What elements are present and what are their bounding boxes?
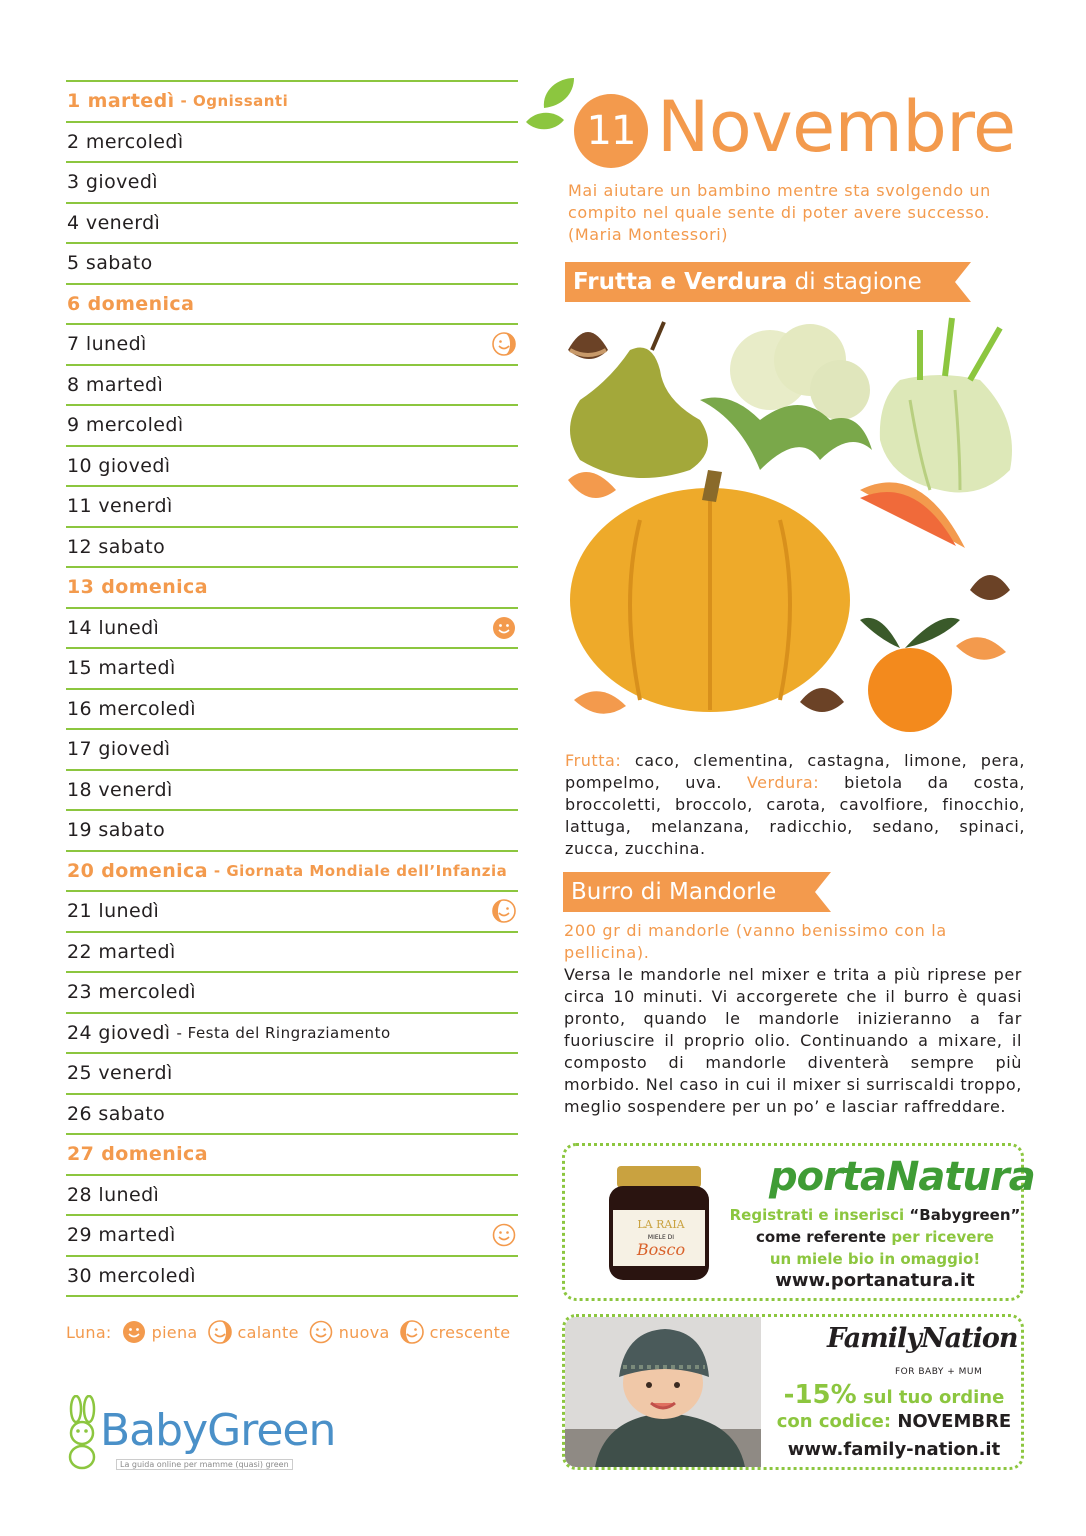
new-moon-icon xyxy=(492,1223,516,1247)
calendar-day-label: 1 martedì xyxy=(67,90,175,113)
brand-tagline: La guida online per mamme (quasi) green xyxy=(116,1459,293,1470)
seasonal-banner-rest: di stagione xyxy=(787,269,922,295)
calendar-day-row xyxy=(66,485,518,526)
recipe-title: Burro di Mandorle xyxy=(571,879,777,905)
baby-photo xyxy=(565,1317,761,1467)
calendar-day-label: 11 venerdì xyxy=(67,495,173,518)
clementine-slice-right-icon xyxy=(956,637,1006,659)
calendar-day-row xyxy=(66,566,518,607)
leaves-icon xyxy=(522,72,582,142)
calendar-day-label: 29 martedì xyxy=(67,1224,176,1247)
chestnut-bottom-icon xyxy=(800,688,844,712)
porta-line2a: come referente xyxy=(756,1228,887,1246)
calendar-day-row xyxy=(66,850,518,891)
moon-legend xyxy=(66,1320,526,1344)
calendar-day-row xyxy=(66,80,518,121)
calendar-day-label: 20 domenica xyxy=(67,859,208,882)
calendar-day-row xyxy=(66,688,518,729)
legend-item-nuova xyxy=(309,1320,390,1344)
porta-line1a: Registrati e inserisci xyxy=(729,1206,910,1224)
calendar-day-label: 16 mercoledì xyxy=(67,697,196,720)
portanatura-logo: portaNatura xyxy=(769,1154,1035,1200)
jar-brand: LA RAIA xyxy=(637,1218,685,1231)
calendar-day-label: 2 mercoledì xyxy=(67,130,184,153)
calendar-day-row xyxy=(66,931,518,972)
legend-item-calante xyxy=(208,1320,299,1344)
calendar-day-row xyxy=(66,404,518,445)
calendar-day-row xyxy=(66,890,518,931)
calendar-day-row xyxy=(66,364,518,405)
discount-line2a: con codice: xyxy=(776,1411,898,1432)
calendar-day-row xyxy=(66,971,518,1012)
calendar-day-label: 5 sabato xyxy=(67,252,153,275)
fruit-label: Frutta: xyxy=(565,751,622,770)
calendar-day-label: 18 venerdì xyxy=(67,778,173,801)
calendar-day-note: - Ognissanti xyxy=(180,92,289,111)
calendar-day-row xyxy=(66,607,518,648)
legend-label-nuova: nuova xyxy=(338,1322,390,1342)
clementine-slice-icon xyxy=(568,472,616,498)
calendar-day-label: 3 giovedì xyxy=(67,171,158,194)
calendar-day-row xyxy=(66,1052,518,1093)
calendar-day-label: 4 venerdì xyxy=(67,211,161,234)
discount-value: -15% xyxy=(783,1380,857,1410)
new-moon-icon xyxy=(309,1320,333,1344)
familynation-logo: FamilyNation xyxy=(827,1323,1018,1354)
calendar-day-label: 6 domenica xyxy=(67,292,195,315)
calendar-day-row xyxy=(66,323,518,364)
grapefruit-icon xyxy=(860,482,965,548)
calendar-day-row xyxy=(66,1255,518,1296)
porta-line2b: per ricevere xyxy=(886,1228,994,1246)
full-moon-icon xyxy=(492,616,516,640)
veg-label: Verdura: xyxy=(722,773,820,792)
legend-item-piena xyxy=(122,1320,198,1344)
familynation-url[interactable]: www.family-nation.it xyxy=(787,1439,1001,1460)
calendar-bottom-rule xyxy=(66,1295,518,1297)
calendar-day-note: - Giornata Mondiale dell’Infanzia xyxy=(213,861,508,880)
calendar-day-label: 26 sabato xyxy=(67,1102,166,1125)
brand-name: BabyGreen xyxy=(100,1405,336,1456)
legend-label-calante: calante xyxy=(237,1322,299,1342)
familynation-promo[interactable] xyxy=(562,1314,1024,1470)
familynation-offer-text xyxy=(763,1380,1024,1434)
calendar-day-row xyxy=(66,769,518,810)
portanatura-promo[interactable] xyxy=(562,1143,1035,1301)
calendar-day-row xyxy=(66,1093,518,1134)
calendar-day-label: 14 lunedì xyxy=(67,616,160,639)
calendar-day-row xyxy=(66,121,518,162)
legend-label-piena: piena xyxy=(151,1322,198,1342)
calendar-day-label: 12 sabato xyxy=(67,535,166,558)
month-title: Novembre xyxy=(657,86,1016,168)
fennel-icon xyxy=(880,318,1012,493)
cauliflower-icon xyxy=(700,324,872,470)
calendar-day-row xyxy=(66,283,518,324)
calendar-day-label: 13 domenica xyxy=(67,576,208,599)
babygreen-logo xyxy=(62,1395,342,1475)
jar-line1: MIELE DI xyxy=(647,1234,675,1241)
calendar-day-row xyxy=(66,526,518,567)
portanatura-url[interactable]: www.portanatura.it xyxy=(775,1270,975,1291)
clementine-slice-bottom-icon xyxy=(574,691,626,713)
calendar-day-label: 25 venerdì xyxy=(67,1062,173,1085)
calendar-day-label: 7 lunedì xyxy=(67,333,147,356)
calendar-day-label: 28 lunedì xyxy=(67,1183,160,1206)
calendar-day-row xyxy=(66,647,518,688)
montessori-quote: Mai aiutare un bambino mentre sta svolgendo un compito nel quale sente di poter avere successo. (Maria Montessori) xyxy=(568,181,991,244)
calendar-day-row xyxy=(66,161,518,202)
legend-label-crescente: crescente xyxy=(429,1322,511,1342)
seasonal-produce-illustration xyxy=(560,310,1030,742)
calendar-day-row xyxy=(66,242,518,283)
recipe-ingredient: 200 gr di mandorle (vanno benissimo con la pellicina). xyxy=(564,921,947,962)
calendar-day-row xyxy=(66,202,518,243)
calendar-day-row xyxy=(66,1214,518,1255)
calendar-day-row xyxy=(66,1174,518,1215)
chestnut-icon xyxy=(568,332,608,359)
calendar-list xyxy=(66,80,518,1297)
legend-title: Luna: xyxy=(66,1322,112,1342)
calendar-day-row xyxy=(66,809,518,850)
full-moon-icon xyxy=(122,1320,146,1344)
calendar-day-label: 21 lunedì xyxy=(67,900,160,923)
veg-list: bietola da costa, broccoletti, broccolo, carota, cavolfiore, finocchio, lattuga, melanzana, radicchio, sedano, spinaci, zucca, zucchina. xyxy=(565,773,1025,858)
jar-line2: Bosco xyxy=(636,1240,686,1259)
seasonal-banner xyxy=(565,262,971,302)
day-number-badge: 11 xyxy=(574,94,648,168)
calendar-day-label: 17 giovedì xyxy=(67,738,171,761)
calendar-day-label: 24 giovedì xyxy=(67,1021,171,1044)
recipe-instructions: Versa le mandorle nel mixer e trita a più riprese per circa 10 minuti. Vi accorgerete che il burro è quasi pronto, quando le mandorle inizieranno a far fuoriuscire il proprio olio. Continuando a mixare, il composto di mandorle diventerà sempre più morbido. Nel caso in cui il mixer si surriscaldi troppo, meglio sospendere per un po’ e lasciar raffreddare. xyxy=(564,965,1022,1116)
orange-icon xyxy=(860,618,960,732)
calendar-day-label: 23 mercoledì xyxy=(67,981,196,1004)
calendar-day-label: 22 martedì xyxy=(67,940,176,963)
calendar-day-note: - Festa del Ringraziamento xyxy=(176,1023,391,1042)
seasonal-banner-bold: Frutta e Verdura xyxy=(573,269,788,295)
discount-line1: sul tuo ordine xyxy=(856,1387,1005,1408)
familynation-tagline: FOR BABY + MUM xyxy=(895,1367,983,1377)
waxing-moon-icon xyxy=(492,899,516,923)
discount-code: NOVEMBRE xyxy=(897,1411,1012,1432)
calendar-day-label: 27 domenica xyxy=(67,1143,208,1166)
legend-item-crescente xyxy=(400,1320,511,1344)
calendar-day-label: 8 martedì xyxy=(67,373,164,396)
seasonal-produce-text xyxy=(565,750,1025,860)
calendar-day-row xyxy=(66,445,518,486)
waning-moon-icon xyxy=(492,332,516,356)
calendar-day-row xyxy=(66,1012,518,1053)
calendar-day-label: 9 mercoledì xyxy=(67,414,184,437)
calendar-day-label: 10 giovedì xyxy=(67,454,171,477)
porta-line3: un miele bio in omaggio! xyxy=(769,1250,981,1268)
waxing-moon-icon xyxy=(400,1320,424,1344)
calendar-day-label: 30 mercoledì xyxy=(67,1264,196,1287)
recipe-banner xyxy=(563,872,831,912)
calendar-day-label: 19 sabato xyxy=(67,819,166,842)
chestnut-right-icon xyxy=(970,575,1010,600)
pumpkin-icon xyxy=(570,470,850,712)
porta-line1b: “Babygreen” xyxy=(909,1206,1021,1224)
portanatura-offer-text xyxy=(725,1204,1025,1270)
fruit-list: caco, clementina, castagna, limone, pera, pompelmo, uva. xyxy=(565,751,1025,792)
calendar-day-row xyxy=(66,728,518,769)
calendar-day-label: 15 martedì xyxy=(67,657,176,680)
waning-moon-icon xyxy=(208,1320,232,1344)
calendar-day-row xyxy=(66,1133,518,1174)
